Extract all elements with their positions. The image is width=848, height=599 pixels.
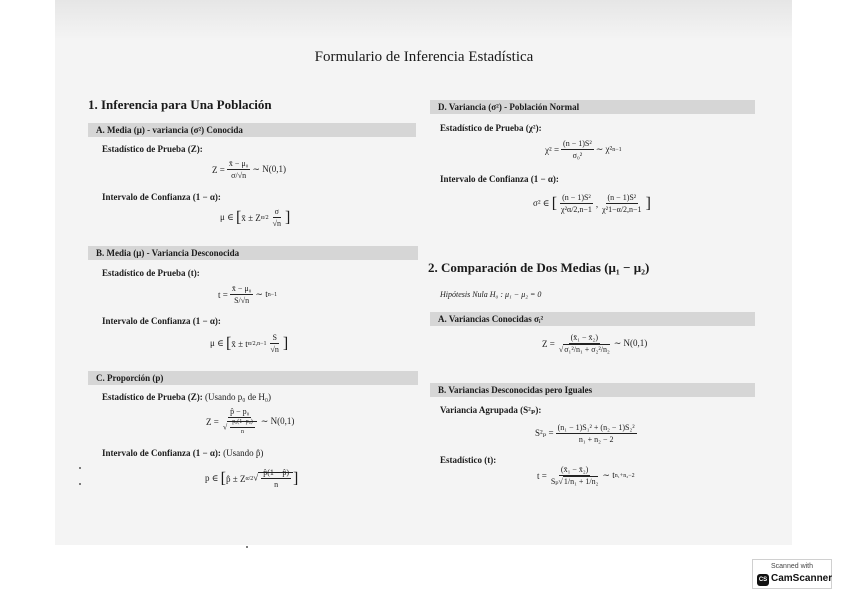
denominator: n₁ + n₂ − 2 [578,435,614,444]
right-bracket: ] [282,334,289,352]
denominator: n [241,429,244,435]
subsection-2b-title: B. Variancias Desconocidas pero Iguales [430,383,755,397]
right-bracket: ] [284,208,291,226]
formula-rhs: ∼ N(0,1) [252,164,286,174]
numerator: x̄ − μ₀ [231,284,252,293]
ci-label-1b: Intervalo de Confianza (1 − α): [102,316,221,326]
formula-ci-1b [210,333,288,354]
inner-fraction [230,419,255,436]
left-bracket: [ [236,208,242,226]
formula-rhs: ∼ t [255,289,268,299]
section-2-heading: 2. Comparación de Dos Medias (μ₁ − μ₂) [428,260,650,275]
sqrt: √ $\frac{p̂(1 - p̂)}{n}$ [253,468,293,489]
formula-lhs: Z = [542,338,555,349]
formula-lhs: p ∈ [205,473,219,483]
denominator: √n [270,345,279,354]
formula-z-2a [542,333,647,354]
denominator: √n [272,219,281,228]
formula-t-2b [537,465,635,486]
denominator: S/√n [234,296,250,305]
fraction [556,423,637,444]
scan-speck [79,467,81,469]
t-stat-label-2b: Estadístico (t): [440,455,497,465]
term: σ₁²/n₁ [564,345,583,354]
fraction [268,333,280,354]
denominator: σ₀² [572,151,583,160]
formula-lhs: χ² = [545,144,560,155]
left-bracket: [ [226,334,232,352]
formula-rhs: ∼ χ² [595,144,613,154]
subsection-1d-title: D. Variancia (σ²) - Población Normal [430,100,755,114]
denominator: √ $\frac{\text{p₀(1−p₀)}}{n}$ [221,418,259,436]
test-stat-label-1d: Estadístico de Prueba (χ²): [440,123,542,133]
formula-lhs: σ² ∈ [533,198,550,208]
formula-z-1a [212,159,286,180]
subsection-1b-title: B. Media (μ) - Variancia Desconocida [88,246,418,260]
formula-ci-1d [533,193,651,214]
fraction [557,333,612,354]
document-title: Formulario de Inferencia Estadística [314,49,534,65]
subscript: α/2 [260,214,269,221]
test-stat-label-1a: Estadístico de Prueba (Z): [102,144,203,154]
subscript: α/2 [245,475,254,482]
fraction [221,407,259,436]
numerator: (x̄₁ − x̄₂) [570,333,598,342]
numerator: x̄ − μ₀ [228,159,249,168]
numerator: p̂ − p₀ [230,407,250,416]
formula-rhs: ∼ N(0,1) [260,416,295,426]
formula-rhs: ∼ N(0,1) [613,338,648,348]
formula-rhs: ∼ t [602,470,615,480]
fraction [227,159,251,180]
numerator: p̂(1 − p̂) [263,468,290,477]
pooled-variance-label: Variancia Agrupada (S²ₚ): [440,405,542,415]
subsection-1c-title: C. Proporción (p) [88,371,418,385]
fraction [271,207,283,228]
numerator: (x̄₁ − x̄₂) [560,465,589,474]
watermark-line1: Scanned with [770,563,814,570]
formula-lhs: μ ∈ [220,212,234,222]
formula-t-1b [218,284,277,305]
camscanner-watermark [752,559,832,589]
denominator: Sₚ√1/n₁ + 1/n₂ [550,477,599,486]
label-note: (Usando p̂) [223,448,264,458]
ci-label-1d: Intervalo de Confianza (1 − α): [440,174,559,184]
denominator: χ²1−α/2,n−1 [602,205,642,214]
formula-lhs: S²ₚ = [535,428,554,438]
scan-speck [246,546,248,548]
fraction [549,465,601,486]
subscript: n−1 [612,146,622,153]
formula-lhs: t = [218,289,228,300]
ci-label-1c [102,448,263,458]
formula-lhs: Z = [212,164,225,175]
separator: , [595,198,599,209]
term: σ₂²/n₂ [591,345,610,354]
term: Sₚ [550,477,559,486]
subsection-2a-title: A. Variancias Conocidas σᵢ² [430,312,755,326]
plus-sign: + [584,345,590,354]
subscript: α/2,n−1 [247,340,267,347]
denominator: σ/√n [231,171,247,180]
subsection-1a-title: A. Media (μ) - variancia (σ²) Conocida [88,123,416,137]
watermark-line2: CamScanner [771,573,833,584]
formula-z-1c [206,407,294,436]
right-bracket: ] [645,194,651,212]
test-stat-label-1c [102,392,271,402]
numerator: S [272,333,277,342]
numerator: (n − 1)S² [607,193,637,202]
formula-ci-1c [205,468,298,489]
denominator: √σ₁²/n₁ + σ₂²/n₂ [558,345,610,354]
numerator: σ [274,207,279,216]
formula-chi-1d [545,139,622,160]
scan-speck [79,483,81,485]
formula-lhs: μ ∈ [210,338,224,348]
denominator: n [274,480,279,489]
formula-ci-1a [220,207,290,228]
test-stat-label-1b: Estadístico de Prueba (t): [102,268,200,278]
denominator: χ²α/2,n−1 [561,205,592,214]
section-1-heading: 1. Inferencia para Una Población [88,97,272,112]
fraction-lower [600,193,643,214]
right-bracket: ] [293,469,299,487]
label-note: (Usando p₀ de H₀) [205,392,272,402]
formula-term: x̄ ± Z [241,212,261,223]
fraction [261,468,291,489]
formula-pooled-variance [535,423,639,444]
numerator: (n − 1)S² [563,139,592,148]
label-text: Intervalo de Confianza (1 − α): [102,448,221,458]
numerator: (n₁ − 1)S₁² + (n₂ − 1)S₂² [557,423,635,432]
left-bracket: [ [220,469,226,487]
numerator: (n − 1)S² [562,193,591,202]
subscript: n−1 [267,291,278,298]
camscanner-logo-icon: CS [757,574,769,586]
numerator: p₀(1−p₀) [230,419,255,428]
fraction [230,284,254,305]
subscript: n₁+n₂−2 [614,472,635,479]
formula-lhs: Z = [206,416,219,427]
formula-lhs: t = [537,470,547,481]
fraction [561,139,594,160]
formula-term: p̂ ± Z [226,473,246,484]
ci-label-1a: Intervalo de Confianza (1 − α): [102,192,221,202]
left-bracket: [ [551,194,558,212]
label-text: Estadístico de Prueba (Z): [102,392,203,402]
radicand: 1/n₁ + 1/n₂ [563,477,599,486]
null-hypothesis: Hipótesis Nula H₀ : μ₁ − μ₂ = 0 [440,290,542,299]
formula-term: x̄ ± t [231,338,248,349]
fraction-upper [559,193,594,214]
scan-shadow [55,0,792,40]
